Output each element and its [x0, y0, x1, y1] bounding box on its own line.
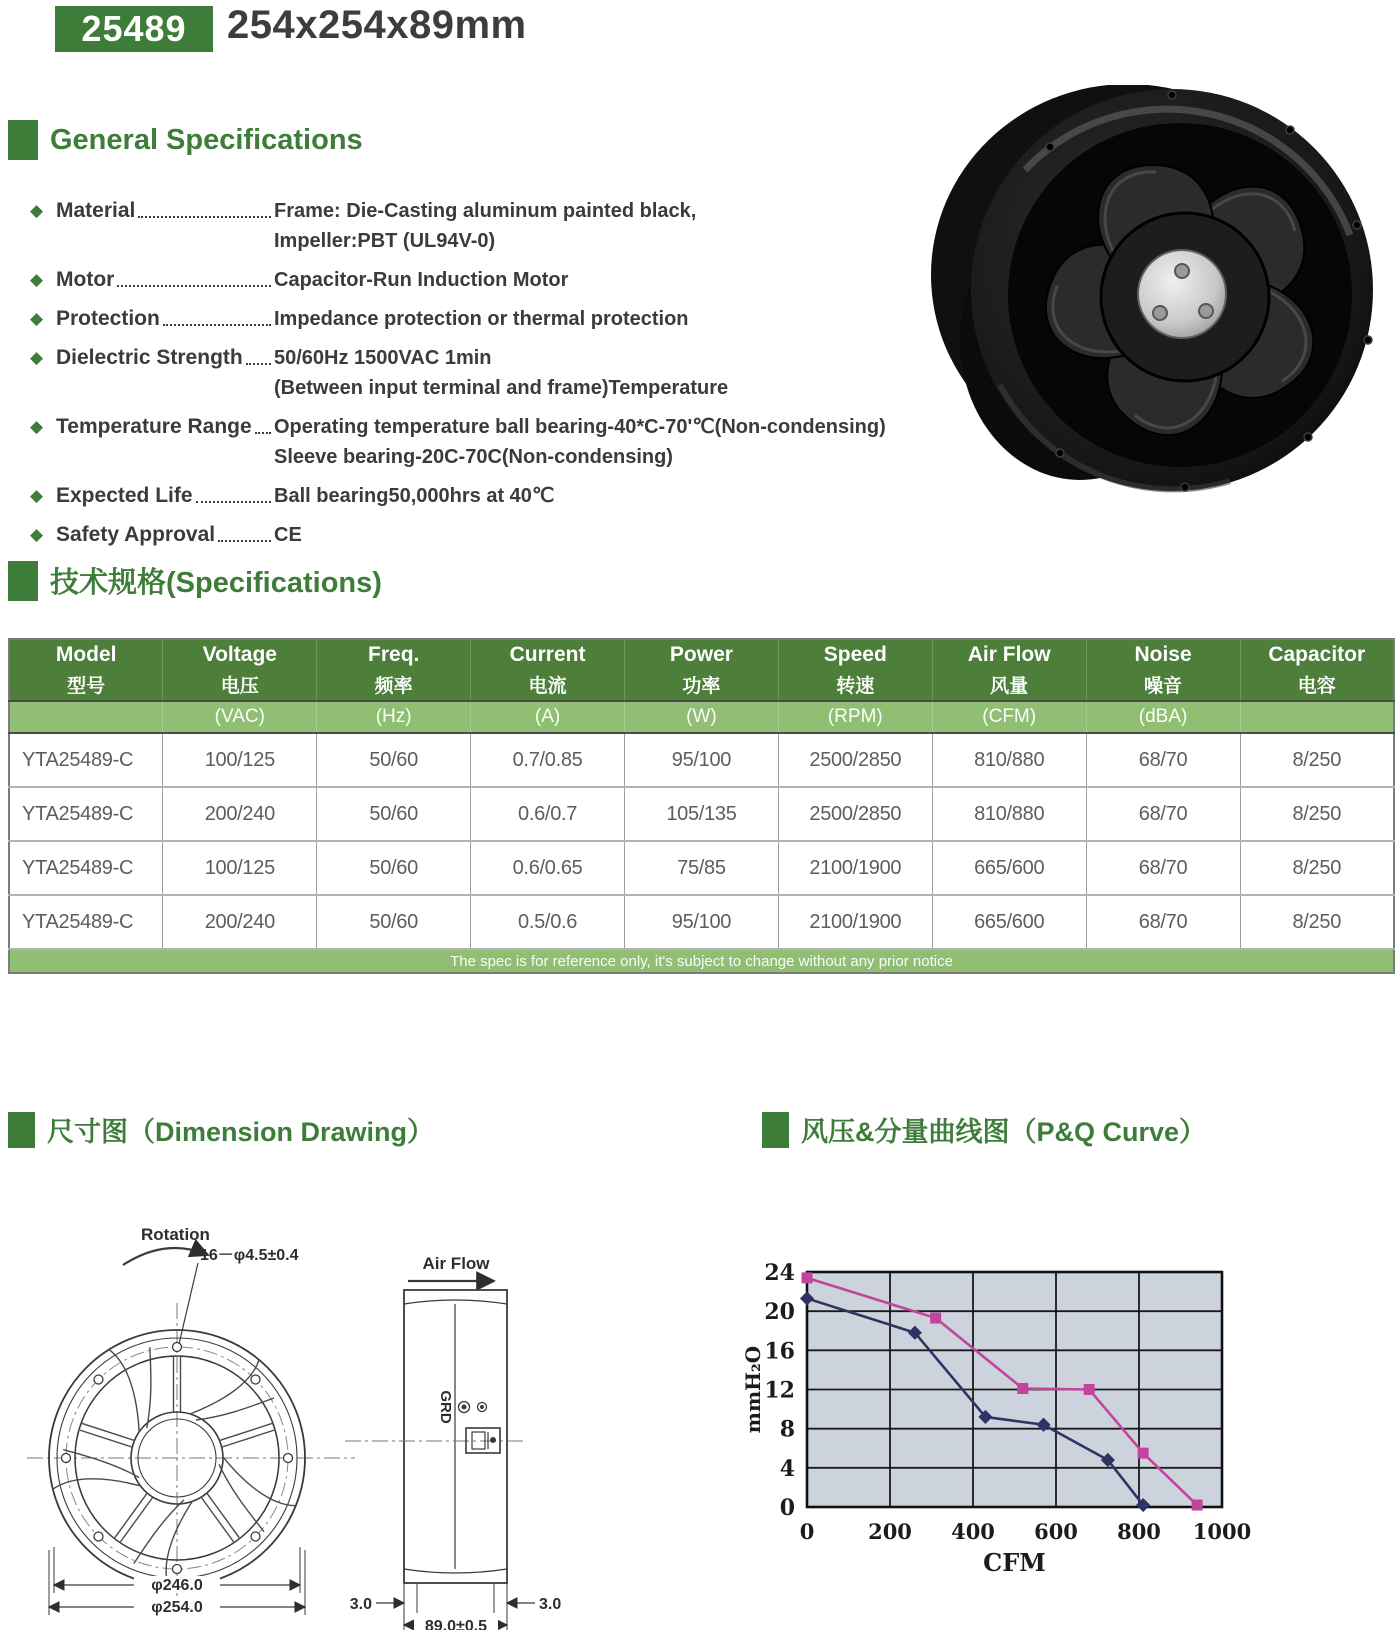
diamond-bullet-icon: ◆	[30, 486, 44, 505]
table-cell: 68/70	[1086, 895, 1240, 949]
column-title-en: Freq.	[368, 642, 420, 666]
column-title-cn: 功率	[682, 675, 721, 697]
table-row	[9, 841, 1394, 895]
spec-table	[8, 638, 1395, 974]
table-cell: 2100/1900	[778, 895, 932, 949]
table-cell: 0.5/0.6	[471, 895, 625, 949]
column-title-en: Noise	[1134, 642, 1192, 666]
table-cell: YTA25489-C	[9, 841, 163, 895]
pq-chart	[740, 1235, 1340, 1625]
y-tick-label: 4	[779, 1455, 795, 1482]
x-tick-label: 1000	[1192, 1519, 1252, 1544]
diamond-bullet-icon: ◆	[30, 309, 44, 328]
spec-item	[30, 412, 920, 472]
column-title-cn: 型号	[67, 675, 106, 697]
dotted-leader	[218, 520, 271, 542]
column-title-cn: 噪音	[1144, 675, 1183, 697]
spec-value	[274, 412, 886, 472]
table-cell: 50/60	[317, 733, 471, 787]
table-cell: 810/880	[932, 787, 1086, 841]
table-row	[9, 895, 1394, 949]
airflow-label: Air Flow	[422, 1254, 490, 1273]
column-title-en: Air Flow	[967, 642, 1051, 666]
table-cell: 50/60	[317, 895, 471, 949]
table-header-cell	[9, 639, 163, 701]
spec-label: Temperature Range	[56, 415, 252, 438]
spec-value	[274, 265, 568, 295]
table-cell: YTA25489-C	[9, 733, 163, 787]
table-cell: 8/250	[1240, 787, 1394, 841]
dotted-leader	[246, 343, 271, 365]
spec-label-wrap	[56, 304, 274, 334]
grd-label: GRD	[437, 1390, 454, 1424]
flange-left-dim: 3.0	[349, 1596, 372, 1613]
table-cell: 0.7/0.85	[471, 733, 625, 787]
dotted-leader	[255, 412, 271, 434]
unit-cell: (RPM)	[778, 701, 932, 733]
fan-photo-graphic	[931, 85, 1373, 491]
green-square-icon	[8, 1112, 35, 1148]
table-header-cell	[163, 639, 317, 701]
x-tick-label: 0	[799, 1519, 815, 1544]
table-cell: 8/250	[1240, 733, 1394, 787]
table-footnote: The spec is for reference only, it's subject to change without any prior notice	[9, 949, 1394, 973]
column-title-en: Capacitor	[1268, 642, 1366, 666]
spec-label: Dielectric Strength	[56, 346, 243, 369]
spec-label: Motor	[56, 268, 115, 291]
spec-value-line: Operating temperature ball bearing-40*C-70'℃(Non-condensing)	[274, 416, 886, 438]
unit-cell: (W)	[625, 701, 779, 733]
spec-label: Protection	[56, 307, 160, 330]
spec-item	[30, 196, 920, 256]
spec-value	[274, 481, 554, 511]
y-tick-label: 8	[779, 1416, 795, 1443]
spec-item	[30, 343, 920, 403]
x-tick-label: 800	[1117, 1519, 1161, 1544]
diamond-bullet-icon: ◆	[30, 201, 44, 220]
depth-dim: 89.0±0.5	[424, 1618, 488, 1630]
spec-label-wrap	[56, 520, 274, 550]
pq-title: 风压&分量曲线图（P&Q Curve）	[801, 1117, 1207, 1147]
green-square-icon	[762, 1112, 789, 1148]
table-cell: 75/85	[625, 841, 779, 895]
column-title-cn: 电流	[528, 675, 567, 697]
spec-value-line: Sleeve bearing-20C-70C(Non-condensing)	[274, 446, 673, 468]
unit-cell: (Hz)	[317, 701, 471, 733]
unit-cell	[1240, 701, 1394, 733]
table-cell: 810/880	[932, 733, 1086, 787]
spec-value-line: Ball bearing50,000hrs at 40℃	[274, 485, 555, 507]
table-cell: 100/125	[163, 733, 317, 787]
flange-right-dim: 3.0	[539, 1596, 562, 1613]
green-square-icon	[8, 561, 38, 601]
data-marker-square	[930, 1313, 941, 1324]
table-header-row	[9, 639, 1394, 701]
dotted-leader	[138, 196, 271, 218]
green-square-icon	[8, 120, 38, 160]
column-title-en: Speed	[823, 642, 887, 666]
spec-value	[274, 196, 696, 256]
table-cell: 2500/2850	[778, 787, 932, 841]
table-cell: 68/70	[1086, 841, 1240, 895]
data-marker-square	[1192, 1500, 1203, 1511]
spec-label: Expected Life	[56, 484, 193, 507]
general-specs-list	[30, 196, 920, 559]
fan-product-photo	[930, 85, 1400, 495]
table-cell: 68/70	[1086, 733, 1240, 787]
table-cell: 2100/1900	[778, 841, 932, 895]
spec-label: Safety Approval	[56, 523, 216, 546]
spec-value-line: Impeller:PBT (UL94V-0)	[274, 230, 496, 252]
data-marker-square	[1084, 1384, 1095, 1395]
x-tick-label: 200	[868, 1519, 912, 1544]
table-cell: 8/250	[1240, 841, 1394, 895]
rotation-label: Rotation	[141, 1225, 210, 1244]
column-title-en: Voltage	[202, 642, 277, 666]
table-cell: 8/250	[1240, 895, 1394, 949]
dotted-leader	[117, 265, 271, 287]
spec-label-wrap	[56, 412, 274, 442]
pq-heading	[762, 1110, 1206, 1149]
y-tick-label: 0	[779, 1495, 795, 1521]
size-title: 254x254x89mm	[227, 3, 527, 47]
table-header-cell	[1240, 639, 1394, 701]
y-tick-label: 12	[764, 1377, 795, 1404]
spec-value	[274, 343, 728, 403]
spec-table-title: 技术规格(Specifications)	[50, 567, 382, 599]
spec-table-heading	[8, 560, 382, 601]
column-title-en: Model	[55, 642, 117, 666]
dotted-leader	[163, 304, 271, 326]
table-cell: 2500/2850	[778, 733, 932, 787]
table-cell: 200/240	[163, 895, 317, 949]
table-cell: 95/100	[625, 733, 779, 787]
hole-dimension-label: 16－φ4.5±0.4	[200, 1247, 299, 1264]
side-view	[345, 1281, 535, 1630]
table-cell: YTA25489-C	[9, 895, 163, 949]
table-footnote-row	[9, 949, 1394, 973]
column-title-cn: 风量	[990, 675, 1029, 697]
dotted-leader	[196, 481, 271, 503]
data-marker-square	[1017, 1383, 1028, 1394]
table-cell: 0.6/0.7	[471, 787, 625, 841]
unit-cell: (dBA)	[1086, 701, 1240, 733]
spec-item	[30, 304, 920, 334]
x-tick-label: 600	[1034, 1519, 1078, 1544]
y-tick-label: 24	[764, 1260, 795, 1286]
x-tick-label: 400	[951, 1519, 995, 1544]
spec-value	[274, 520, 302, 550]
spec-label-wrap	[56, 196, 274, 226]
y-axis-title: mmH₂O	[741, 1345, 765, 1434]
general-specs-heading	[8, 120, 363, 160]
table-cell: 68/70	[1086, 787, 1240, 841]
unit-cell: (VAC)	[163, 701, 317, 733]
spec-item	[30, 520, 920, 550]
table-cell: 665/600	[932, 841, 1086, 895]
table-units-row	[9, 701, 1394, 733]
dimension-drawing	[20, 1185, 640, 1630]
table-header-cell	[471, 639, 625, 701]
column-title-cn: 电容	[1297, 675, 1336, 697]
table-cell: 105/135	[625, 787, 779, 841]
data-marker-square	[802, 1272, 813, 1283]
spec-label-wrap	[56, 481, 274, 511]
spec-table-container	[8, 638, 1395, 974]
table-cell: 100/125	[163, 841, 317, 895]
table-cell: 200/240	[163, 787, 317, 841]
unit-cell: (A)	[471, 701, 625, 733]
dimension-heading	[8, 1110, 434, 1149]
column-title-cn: 电压	[220, 675, 259, 697]
front-view	[27, 1248, 355, 1615]
spec-label-wrap	[56, 343, 274, 373]
general-specs-title: General Specifications	[50, 123, 363, 156]
table-cell: 665/600	[932, 895, 1086, 949]
spec-value-line: 50/60Hz 1500VAC 1min	[274, 347, 492, 369]
diamond-bullet-icon: ◆	[30, 270, 44, 289]
diamond-bullet-icon: ◆	[30, 417, 44, 436]
data-marker-square	[1138, 1448, 1149, 1459]
spec-value-line: Frame: Die-Casting aluminum painted black,	[274, 200, 697, 222]
spec-value	[274, 304, 689, 334]
table-row	[9, 787, 1394, 841]
spec-value-line: Impedance protection or thermal protection	[274, 308, 689, 330]
spec-value-line: (Between input terminal and frame)Temperature	[274, 377, 729, 399]
table-header-cell	[317, 639, 471, 701]
x-axis-title: CFM	[983, 1548, 1046, 1577]
spec-value-line: CE	[274, 524, 302, 546]
table-cell: 50/60	[317, 841, 471, 895]
column-title-en: Power	[669, 642, 733, 666]
spec-label: Material	[56, 199, 136, 222]
y-tick-label: 20	[764, 1299, 795, 1326]
unit-cell	[9, 701, 163, 733]
diameter-254-label: φ254.0	[151, 1599, 203, 1616]
unit-cell: (CFM)	[932, 701, 1086, 733]
diamond-bullet-icon: ◆	[30, 348, 44, 367]
table-row	[9, 733, 1394, 787]
diamond-bullet-icon: ◆	[30, 525, 44, 544]
table-cell: 95/100	[625, 895, 779, 949]
diameter-246-label: φ246.0	[151, 1577, 203, 1594]
table-header-cell	[1086, 639, 1240, 701]
table-cell: 0.6/0.65	[471, 841, 625, 895]
spec-item	[30, 481, 920, 511]
spec-label-wrap	[56, 265, 274, 295]
table-header-cell	[932, 639, 1086, 701]
table-header-cell	[625, 639, 779, 701]
dimension-title: 尺寸图（Dimension Drawing）	[47, 1117, 435, 1147]
column-title-cn: 频率	[374, 675, 413, 697]
spec-value-line: Capacitor-Run Induction Motor	[274, 269, 569, 291]
column-title-cn: 转速	[836, 675, 875, 697]
table-header-cell	[778, 639, 932, 701]
table-cell: YTA25489-C	[9, 787, 163, 841]
model-number-badge: 25489	[55, 6, 213, 52]
y-tick-label: 16	[764, 1338, 795, 1365]
table-cell: 50/60	[317, 787, 471, 841]
column-title-en: Current	[509, 642, 586, 666]
spec-item	[30, 265, 920, 295]
